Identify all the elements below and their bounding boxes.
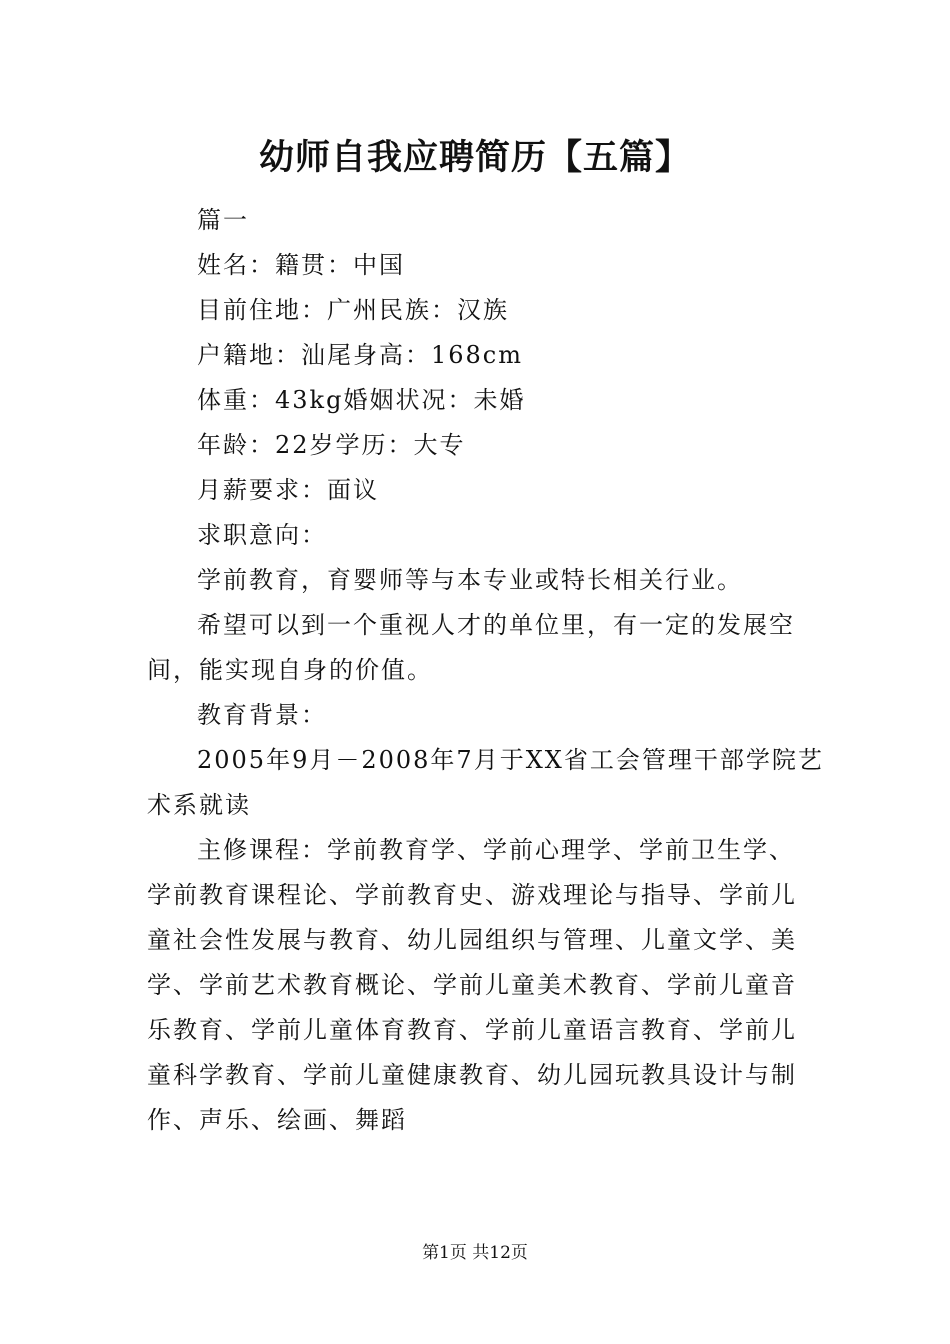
text-line: 目前住地：广州民族：汉族	[197, 296, 509, 324]
paragraph	[147, 513, 807, 558]
document-body	[147, 198, 824, 1143]
text-line: 年龄：22岁学历：大专	[197, 431, 466, 459]
text-line: 姓名：籍贯：中国	[197, 251, 405, 279]
paragraph	[147, 198, 807, 243]
text-line: 2005年9月－2008年7月于XX省工会管理干部学院艺	[197, 746, 824, 774]
text-line: 学前教育课程论、学前教育史、游戏理论与指导、学前儿	[147, 881, 797, 909]
text-line: 主修课程：学前教育学、学前心理学、学前卫生学、	[197, 836, 795, 864]
text-line: 月薪要求：面议	[197, 476, 379, 504]
page-footer: 第1页 共12页	[422, 1243, 528, 1263]
paragraph	[147, 423, 807, 468]
text-line: 童科学教育、学前儿童健康教育、幼儿园玩教具设计与制	[147, 1061, 797, 1089]
paragraph	[147, 693, 807, 738]
text-line: 教育背景：	[197, 701, 327, 729]
paragraph	[147, 558, 807, 603]
text-line: 求职意向：	[197, 521, 327, 549]
paragraph	[147, 738, 824, 828]
paragraph	[147, 603, 807, 693]
text-line: 作、声乐、绘画、舞蹈	[147, 1106, 407, 1134]
paragraph	[147, 243, 807, 288]
paragraph	[147, 288, 807, 333]
text-line: 间，能实现自身的价值。	[147, 656, 433, 684]
document-title: 幼师自我应聘简历【五篇】	[258, 137, 691, 178]
text-line: 乐教育、学前儿童体育教育、学前儿童语言教育、学前儿	[147, 1016, 797, 1044]
text-line: 篇一	[197, 206, 249, 234]
text-line: 术系就读	[147, 791, 251, 819]
paragraph	[147, 468, 807, 513]
text-line: 希望可以到一个重视人才的单位里，有一定的发展空	[197, 611, 795, 639]
text-line: 户籍地：汕尾身高：168cm	[197, 341, 524, 369]
text-line: 学前教育，育婴师等与本专业或特长相关行业。	[197, 566, 743, 594]
text-line: 童社会性发展与教育、幼儿园组织与管理、儿童文学、美	[147, 926, 797, 954]
paragraph	[147, 378, 807, 423]
text-line: 学、学前艺术教育概论、学前儿童美术教育、学前儿童音	[147, 971, 797, 999]
paragraph	[147, 828, 807, 1143]
text-line: 体重：43kg婚姻状况：未婚	[197, 386, 526, 414]
paragraph	[147, 333, 807, 378]
